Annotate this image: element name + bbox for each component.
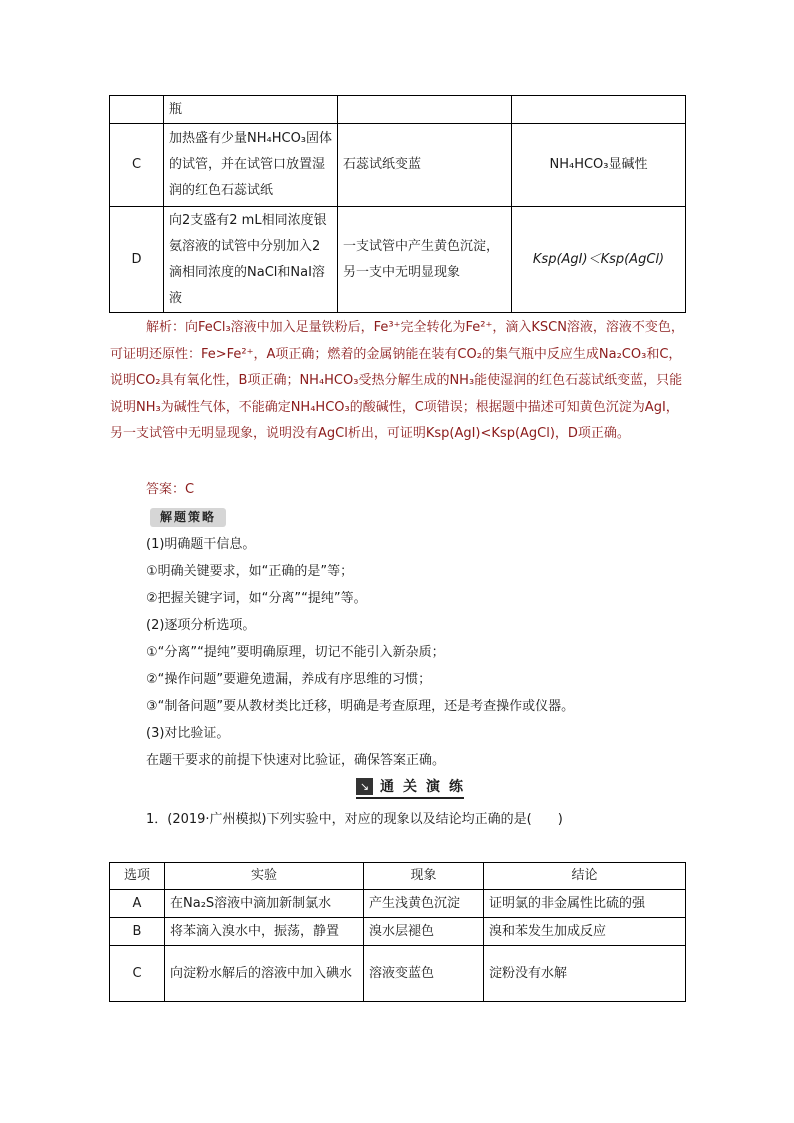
answer-text: 答案：C <box>146 482 195 497</box>
table-row <box>110 124 686 207</box>
strategy-badge: 解题策略 <box>150 508 226 527</box>
arrow-icon: ↘ <box>356 778 373 795</box>
phenomenon-cell: 溶液变蓝色 <box>364 946 484 1002</box>
analysis-text: 解析：向FeCl₃溶液中加入足量铁粉后，Fe³⁺完全转化为Fe²⁺，滴入KSCN溶液，溶液不变色，可证明还原性：Fe>Fe²⁺，A项正确；燃着的金属钠能在装有CO₂的集气瓶中反应生成Na₂CO₃和C，说明CO₂具有氧化性，B项正确；NH₄HCO₃受热分解生成的NH₃能使湿润的红色石蕊试纸变蓝，只能说明NH₃为碱性气体，不能确定NH₄HCO₃的酸碱性，C项错误；根据题中描述可知黄色沉淀为AgI，另一支试管中无明显现象，说明没有AgCl析出，可证明Ksp(AgI)<Ksp(AgCl)，D项正确。 <box>110 320 684 442</box>
strategy-line: ①“分离”“提纯”要明确原理，切记不能引入新杂质； <box>146 645 445 660</box>
column-header: 现象 <box>364 863 484 890</box>
column-header: 实验 <box>165 863 364 890</box>
conclusion-cell: 证明氯的非金属性比硫的强 <box>484 890 686 918</box>
conclusion-cell: 淀粉没有水解 <box>484 946 686 1002</box>
experiment-cell: 将苯滴入溴水中，振荡，静置 <box>165 918 364 946</box>
option-label: B <box>110 918 165 946</box>
strategy-line: (3)对比验证。 <box>146 726 230 741</box>
table-row <box>110 207 686 313</box>
column-header: 结论 <box>484 863 686 890</box>
strategy-line: ③“制备问题”要从教材类比迁移，明确是考查原理，还是考查操作或仪器。 <box>146 699 575 714</box>
conclusion-cell <box>512 96 686 124</box>
phenomenon-cell: 溴水层褪色 <box>364 918 484 946</box>
strategy-line: 在题干要求的前提下快速对比验证，确保答案正确。 <box>146 753 446 768</box>
strategy-line: (2)逐项分析选项。 <box>146 618 256 633</box>
strategy-line: ②把握关键字词，如“分离”“提纯”等。 <box>146 591 367 606</box>
experiment-cell: 向2支盛有2 mL相同浓度银氨溶液的试管中分别加入2滴相同浓度的NaCl和NaI溶液 <box>164 207 338 313</box>
table-header-row <box>110 863 686 890</box>
option-label: C <box>110 124 164 207</box>
phenomenon-cell: 产生浅黄色沉淀 <box>364 890 484 918</box>
table-row <box>110 890 686 918</box>
column-header: 选项 <box>110 863 165 890</box>
experiment-cell: 加热盛有少量NH₄HCO₃固体的试管，并在试管口放置湿润的红色石蕊试纸 <box>164 124 338 207</box>
experiment-cell: 在Na₂S溶液中滴加新制氯水 <box>165 890 364 918</box>
phenomenon-cell: 石蕊试纸变蓝 <box>338 124 512 207</box>
top-table <box>109 95 686 313</box>
option-label: D <box>110 207 164 313</box>
conclusion-cell: NH₄HCO₃显碱性 <box>512 124 686 207</box>
conclusion-cell: 溴和苯发生加成反应 <box>484 918 686 946</box>
option-label: C <box>110 946 165 1002</box>
bottom-table <box>109 862 686 1002</box>
table-row <box>110 946 686 1002</box>
strategy-line: (1)明确题干信息。 <box>146 537 256 552</box>
strategy-line: ①明确关键要求，如“正确的是”等； <box>146 564 354 579</box>
phenomenon-cell: 一支试管中产生黄色沉淀，另一支中无明显现象 <box>338 207 512 313</box>
table-row <box>110 96 686 124</box>
experiment-cell: 向淀粉水解后的溶液中加入碘水 <box>165 946 364 1002</box>
analysis-paragraph <box>110 315 686 448</box>
question-text: 1．(2019·广州模拟)下列实验中，对应的现象以及结论均正确的是( ) <box>146 812 563 827</box>
section-header <box>356 777 472 797</box>
option-label <box>110 96 164 124</box>
phenomenon-cell <box>338 96 512 124</box>
experiment-cell: 瓶 <box>164 96 338 124</box>
table-row <box>110 918 686 946</box>
section-title: 通关演练 <box>380 779 472 795</box>
conclusion-cell: Ksp(AgI)＜Ksp(AgCl) <box>512 207 686 313</box>
answer-line <box>146 480 194 500</box>
strategy-line: ②“操作问题”要避免遗漏，养成有序思维的习惯； <box>146 672 432 687</box>
option-label: A <box>110 890 165 918</box>
section-underline <box>356 797 464 799</box>
